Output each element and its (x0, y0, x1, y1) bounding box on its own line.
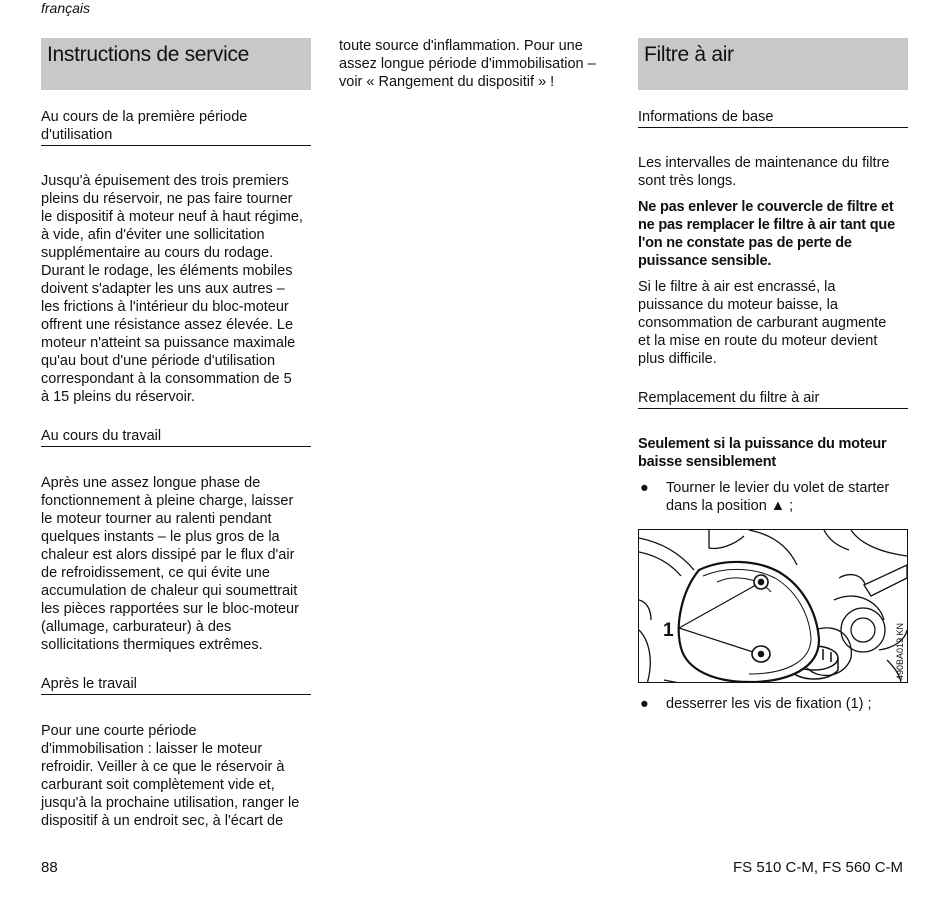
text-line: baisse sensiblement (638, 454, 777, 470)
text-line: plus difficile. (638, 351, 717, 367)
text-line: supplémentaire au cours du rodage. (41, 245, 274, 261)
text-line: qu'au bout d'une période d'utilisation (41, 353, 276, 369)
page-number: 88 (41, 859, 58, 876)
text-line: Seulement si la puissance du moteur (638, 436, 887, 452)
section-heading-text: Filtre à air (644, 43, 734, 66)
text-line: Si le filtre à air est encrassé, la (638, 279, 836, 295)
text-line: à vide, afin d'éviter une sollicitation (41, 227, 265, 243)
text-line: (allumage, carburateur) à des (41, 619, 232, 635)
figure-callout-label: 1 (663, 620, 674, 641)
subheading-after-work (41, 675, 311, 695)
text-line: de refroidissement, ce qui évite une (41, 565, 270, 581)
text-line: Pour une courte période (41, 723, 197, 739)
text-line: dispositif à un endroit sec, à l'écart de (41, 813, 284, 829)
text-line: le moteur tourner au ralenti pendant (41, 511, 272, 527)
text-line: Ne pas enlever le couvercle de filtre et (638, 199, 894, 215)
text-line: dans la position ▲ ; (666, 498, 794, 514)
subheading-line: Remplacement du filtre à air (638, 390, 820, 406)
column-right (638, 38, 908, 713)
text-line: correspondant à la consommation de 5 (41, 371, 292, 387)
text-line: puissance sensible. (638, 253, 772, 269)
text-line: puissance du moteur baisse, la (638, 297, 838, 313)
paragraph-condition-bold (638, 435, 908, 471)
section-heading-air-filter (638, 38, 908, 90)
column-middle (339, 37, 614, 91)
text-line: le dispositif à moteur neuf à haut régime, (41, 209, 303, 225)
text-line: l'on ne constate pas de perte de (638, 235, 852, 251)
subheading-line: Au cours de la première période (41, 109, 248, 125)
subheading-filter-replacement (638, 389, 908, 409)
text-line: chaleur est alors dissipé par le flux d'air (41, 547, 295, 563)
bullet-item-loosen-screws (638, 695, 908, 713)
text-line: d'immobilisation : laisser le moteur (41, 741, 263, 757)
text-line: pleins du réservoir, ne pas faire tourner (41, 191, 293, 207)
text-line: Durant le rodage, les éléments mobiles (41, 263, 293, 279)
paragraph-continued (339, 37, 614, 91)
text-line: consommation de carburant augmente (638, 315, 887, 331)
text-line: moteur n'atteint sa puissance maximale (41, 335, 296, 351)
paragraph-after-work (41, 722, 311, 830)
text-line: toute source d'inflammation. Pour une (339, 38, 583, 54)
text-line: les pièces rapportées sur le bloc-moteur (41, 601, 299, 617)
text-line: accumulation de chaleur qui soumettrait (41, 583, 298, 599)
paragraph-maintenance-intervals (638, 154, 908, 190)
text-line: fonctionnement à pleine charge, laisser (41, 493, 294, 509)
bullet-icon: ● (640, 696, 649, 712)
text-line: desserrer les vis de fixation (1) ; (666, 696, 872, 712)
section-heading-operating-instructions (41, 38, 311, 90)
subheading-during-work (41, 427, 311, 447)
subheading-line: Au cours du travail (41, 428, 162, 444)
figure-air-filter-cover (638, 529, 908, 683)
subheading-first-period (41, 108, 311, 146)
air-filter-illustration (639, 530, 908, 683)
paragraph-warning-bold (638, 198, 908, 270)
bullet-item-choke-lever (638, 479, 908, 515)
text-line: Après une assez longue phase de (41, 475, 261, 491)
subheading-line: Informations de base (638, 109, 774, 125)
language-label: français (41, 0, 91, 16)
column-left (41, 38, 311, 830)
subheading-basic-info (638, 108, 908, 128)
text-line: doivent s'adapter les uns aux autres – (41, 281, 285, 297)
text-line: Les intervalles de maintenance du filtre (638, 155, 890, 171)
figure-code-label: 490BA019 KN (895, 622, 905, 680)
text-line: les frictions à l'intérieur du bloc-moteur (41, 299, 289, 315)
text-line: sont très longs. (638, 173, 737, 189)
paragraph-first-period (41, 172, 311, 406)
text-line: quelques instants – le plus gros de la (41, 529, 280, 545)
text-line: Jusqu'à épuisement des trois premiers (41, 173, 289, 189)
paragraph-during-work (41, 474, 311, 654)
text-line: à 15 pleins du réservoir. (41, 389, 195, 405)
model-label: FS 510 C-M, FS 560 C-M (733, 859, 904, 876)
text-line: et la mise en route du moteur devient (638, 333, 878, 349)
subheading-line: Après le travail (41, 676, 137, 692)
text-line: offrent une résistance assez élevée. Le (41, 317, 294, 333)
text-line: refroidir. Veiller à ce que le réservoir à (41, 759, 285, 775)
text-line: jusqu'à la prochaine utilisation, ranger le (41, 795, 300, 811)
text-line: assez longue période d'immobilisation – (339, 56, 596, 72)
text-line: carburant soit complètement vide et, (41, 777, 275, 793)
text-line: voir « Rangement du dispositif » ! (339, 74, 555, 90)
bullet-icon: ● (640, 480, 649, 496)
text-line: Tourner le levier du volet de starter (666, 480, 890, 496)
section-heading-text: Instructions de service (47, 43, 250, 66)
text-line: sollicitations thermiques extrêmes. (41, 637, 263, 653)
paragraph-clogged-filter (638, 278, 908, 368)
text-line: ne pas remplacer le filtre à air tant que (638, 217, 895, 233)
subheading-line: d'utilisation (41, 127, 113, 143)
